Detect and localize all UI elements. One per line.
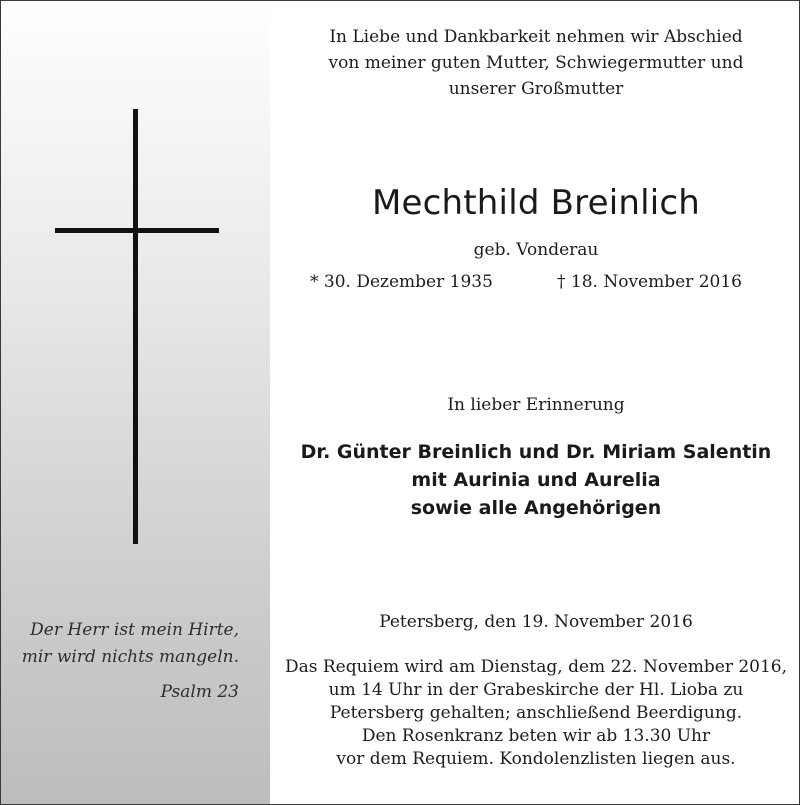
psalm-line-2: mir wird nichts mangeln. xyxy=(21,647,239,667)
family-line: sowie alle Angehörigen xyxy=(410,497,662,519)
family-line: Dr. Günter Breinlich und Dr. Miriam Salentin xyxy=(300,441,772,463)
birth-date: * 30. Dezember 1935 xyxy=(310,272,493,292)
psalm-line-1: Der Herr ist mein Hirte, xyxy=(30,620,239,640)
death-date: † 18. November 2016 xyxy=(557,272,742,292)
cross-horizontal-bar xyxy=(55,228,219,233)
intro-line: von meiner guten Mutter, Schwiegermutter und xyxy=(328,53,744,73)
requiem-line: um 14 Uhr in der Grabeskirche der Hl. Lioba zu xyxy=(328,680,744,700)
intro-line: unserer Großmutter xyxy=(448,79,624,99)
requiem-line: vor dem Requiem. Kondolenzlisten liegen aus. xyxy=(336,749,736,769)
family-line: mit Aurinia und Aurelia xyxy=(411,469,661,491)
requiem-line: Das Requiem wird am Dienstag, dem 22. November 2016, xyxy=(284,657,788,677)
remembrance-label: In lieber Erinnerung xyxy=(447,395,625,415)
family-signature xyxy=(272,438,800,522)
psalm-source: Psalm 23 xyxy=(160,682,239,702)
intro-line: In Liebe und Dankbarkeit nehmen wir Abschied xyxy=(329,27,743,47)
requiem-line: Petersberg gehalten; anschließend Beerdigung. xyxy=(329,703,743,723)
intro-text xyxy=(272,24,800,102)
requiem-info xyxy=(272,656,800,771)
deceased-name: Mechthild Breinlich xyxy=(371,183,701,223)
left-panel xyxy=(1,1,270,804)
place-date: Petersberg, den 19. November 2016 xyxy=(379,612,693,632)
requiem-line: Den Rosenkranz beten wir ab 13.30 Uhr xyxy=(361,726,711,746)
maiden-name: geb. Vonderau xyxy=(473,240,599,260)
cross-vertical-bar xyxy=(133,109,138,544)
